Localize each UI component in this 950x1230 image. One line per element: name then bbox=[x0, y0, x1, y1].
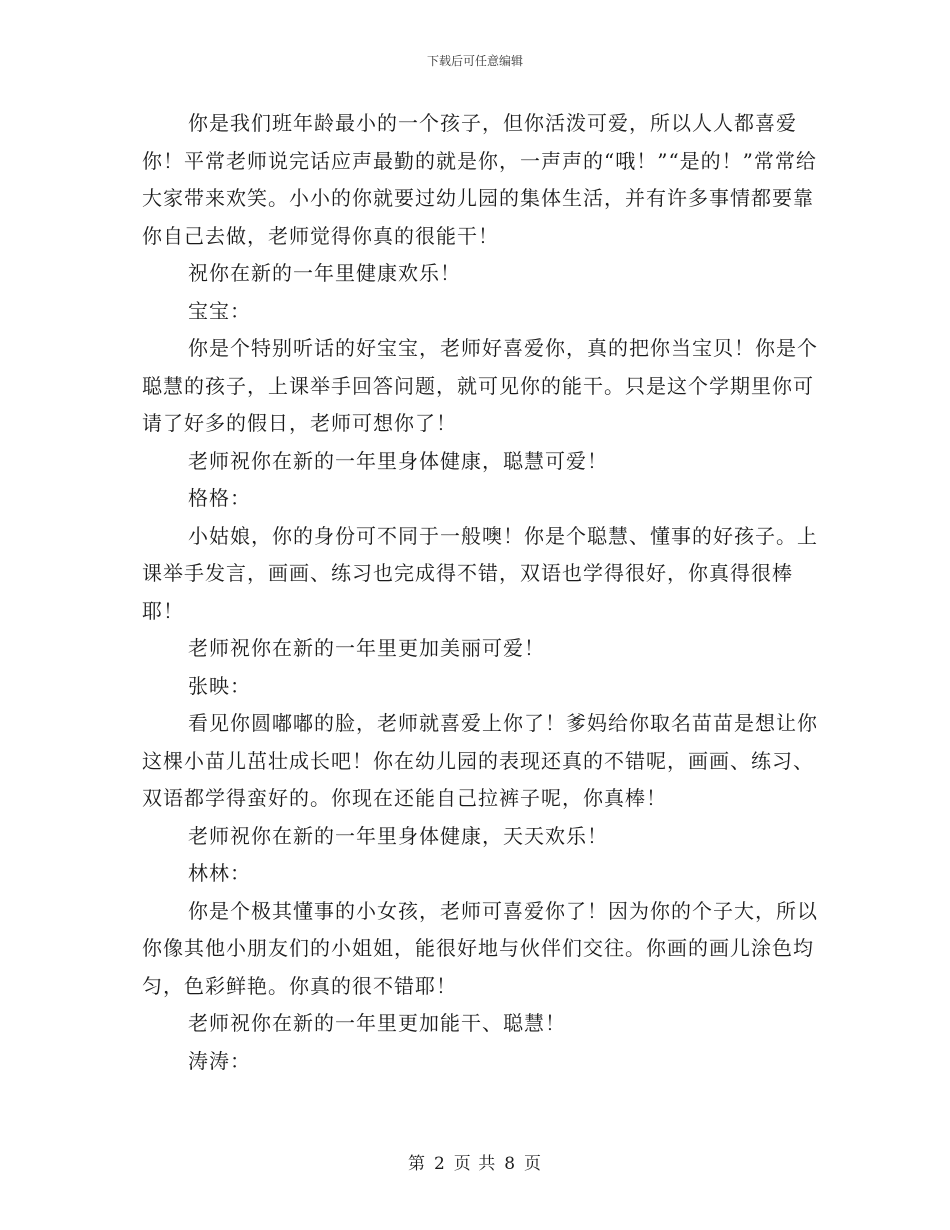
salutation: 宝宝： bbox=[188, 298, 251, 323]
page-number: 2 bbox=[433, 1154, 446, 1174]
salutation: 涛涛： bbox=[188, 1048, 251, 1073]
page-total: 8 bbox=[504, 1154, 517, 1174]
paragraph: 老师祝你在新的一年里身体健康，天天欢乐！ bbox=[188, 823, 608, 848]
paragraph: 老师祝你在新的一年里更加美丽可爱！ bbox=[188, 636, 545, 660]
paragraph: 祝你在新的一年里健康欢乐！ bbox=[188, 261, 461, 285]
paragraph: 你是个极其懂事的小女孩，老师可喜爱你了！因为你的个子大，所以你像其他小朋友们的小姐姐，能很好地与伙伴们交往。你画的画儿涂色均匀，色彩鲜艳。你真的很不错耶！ bbox=[142, 898, 818, 998]
paragraph: 老师祝你在新的一年里更加能干、聪慧！ bbox=[188, 1011, 566, 1035]
footer-suffix: 页 bbox=[524, 1154, 543, 1174]
paragraph: 小姑娘，你的身份可不同于一般噢！你是个聪慧、懂事的好孩子。上课举手发言，画画、练习也完成得不错，双语也学得很好，你真得很棒耶！ bbox=[142, 523, 818, 623]
salutation: 张映： bbox=[188, 673, 251, 698]
salutation: 格格： bbox=[188, 486, 251, 510]
footer-prefix: 第 bbox=[407, 1154, 426, 1174]
salutation: 林林： bbox=[188, 861, 251, 885]
page-header: 下载后可任意编辑 bbox=[426, 54, 523, 68]
footer-middle: 页 共 bbox=[453, 1154, 497, 1174]
paragraph: 你是个特别听话的好宝宝，老师好喜爱你，真的把你当宝贝！你是个聪慧的孩子，上课举手回答问题，就可见你的能干。只是这个学期里你可请了好多的假日，老师可想你了！ bbox=[142, 336, 818, 435]
paragraph: 看见你圆嘟嘟的脸，老师就喜爱上你了！爹妈给你取名苗苗是想让你这棵小苗儿茁壮成长吧！你在幼儿园的表现还真的不错呢，画画、练习、双语都学得蛮好的。你现在还能自己拉裤子呢，你真棒！ bbox=[142, 711, 818, 810]
page-footer bbox=[0, 1153, 950, 1175]
paragraph: 老师祝你在新的一年里身体健康，聪慧可爱！ bbox=[188, 448, 608, 473]
document-body bbox=[142, 105, 822, 1080]
paragraph: 你是我们班年龄最小的一个孩子，但你活泼可爱，所以人人都喜爱你！平常老师说完话应声最勤的就是你，一声声的“哦！”“是的！”常常给大家带来欢笑。小小的你就要过幼儿园的集体生活，并有许多事情都要靠你自己去做，老师觉得你真的很能干！ bbox=[142, 111, 817, 248]
